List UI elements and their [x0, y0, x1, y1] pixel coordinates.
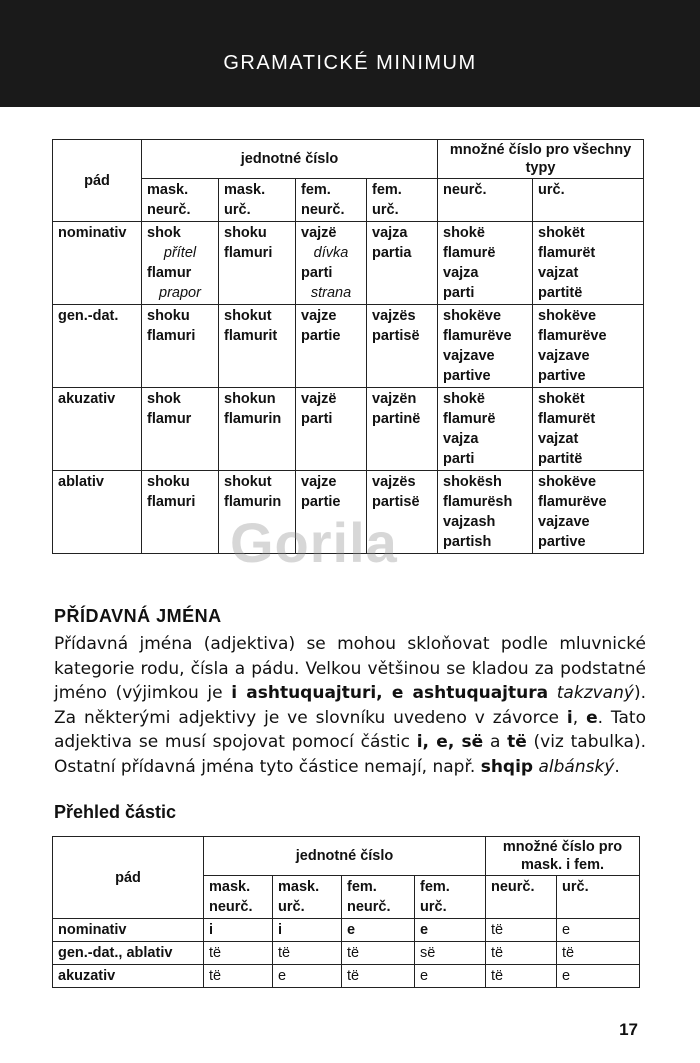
table-cell: shokët flamurët vajzat partitë	[533, 222, 644, 305]
sub-header: fem. urč.	[367, 179, 438, 222]
table-header-row	[53, 140, 644, 179]
section-title: PŘÍDAVNÁ JMÉNA	[54, 606, 222, 626]
table-cell: të	[486, 919, 557, 942]
table-cell: vajzë parti	[296, 388, 367, 471]
col-case: pád	[53, 140, 142, 222]
case-name: akuzativ	[53, 388, 142, 471]
table-cell: të	[342, 965, 415, 988]
table-cell: vajzën partinë	[367, 388, 438, 471]
table-cell: shokut flamurit	[219, 305, 296, 388]
sub-header: mask. urč.	[273, 876, 342, 919]
col-plural: množné číslo pro mask. i fem.	[486, 837, 640, 876]
table-cell: vajzë dívka parti strana	[296, 222, 367, 305]
table-cell: vajzës partisë	[367, 305, 438, 388]
sub-header: neurč.	[438, 179, 533, 222]
table-cell: shokë flamurë vajza parti	[438, 222, 533, 305]
table-cell: shokëve flamurëve vajzave partive	[533, 471, 644, 554]
table-subheader-row	[53, 179, 644, 222]
table-cell: shoku flamuri	[142, 305, 219, 388]
table-row	[53, 919, 640, 942]
table-cell: e	[557, 965, 640, 988]
table-cell: e	[415, 965, 486, 988]
case-name: ablativ	[53, 471, 142, 554]
case-name: gen.-dat., ablativ	[53, 942, 204, 965]
col-plural: množné číslo pro všechny typy	[438, 140, 644, 179]
table-cell: vajze partie	[296, 305, 367, 388]
table-cell: shokun flamurin	[219, 388, 296, 471]
sub-header: fem. urč.	[415, 876, 486, 919]
table-cell: shok přítel flamur prapor	[142, 222, 219, 305]
table-cell: shokësh flamurësh vajzash partish	[438, 471, 533, 554]
case-name: nominativ	[53, 919, 204, 942]
table-cell: e	[342, 919, 415, 942]
table-row	[53, 222, 644, 305]
table-cell: të	[273, 942, 342, 965]
sub-header: urč.	[533, 179, 644, 222]
col-case: pád	[53, 837, 204, 919]
table-cell: e	[557, 919, 640, 942]
table-cell: të	[557, 942, 640, 965]
table-cell: shoku flamuri	[142, 471, 219, 554]
table-cell: shokë flamurë vajza parti	[438, 388, 533, 471]
page-number: 17	[619, 1020, 638, 1039]
table-cell: i	[204, 919, 273, 942]
table-cell: i	[273, 919, 342, 942]
sub-header: fem. neurč.	[296, 179, 367, 222]
table-cell: të	[486, 942, 557, 965]
table-cell: të	[204, 965, 273, 988]
table-cell: shoku flamuri	[219, 222, 296, 305]
sub-header: mask. neurč.	[204, 876, 273, 919]
table-header-row	[53, 837, 640, 876]
table-cell: shokët flamurët vajzat partitë	[533, 388, 644, 471]
page-header	[0, 0, 700, 107]
case-name: akuzativ	[53, 965, 204, 988]
table-cell: të	[486, 965, 557, 988]
sub-header: urč.	[557, 876, 640, 919]
table-cell: shokëve flamurëve vajzave partive	[533, 305, 644, 388]
table-row	[53, 305, 644, 388]
watermark-logo: Gorila	[230, 511, 398, 574]
header-title: GRAMATICKÉ MINIMUM	[223, 52, 477, 74]
sub-header: neurč.	[486, 876, 557, 919]
table-row	[53, 942, 640, 965]
table-cell: e	[273, 965, 342, 988]
sub-header: mask. urč.	[219, 179, 296, 222]
sub-header: mask. neurč.	[142, 179, 219, 222]
table-cell: vajzës partisë	[367, 471, 438, 554]
table-cell: e	[415, 919, 486, 942]
table-cell: shokëve flamurëve vajzave partive	[438, 305, 533, 388]
table-cell: vajza partia	[367, 222, 438, 305]
table-cell: shok flamur	[142, 388, 219, 471]
sub-header: fem. neurč.	[342, 876, 415, 919]
table-cell: së	[415, 942, 486, 965]
table-cell: vajze partie	[296, 471, 367, 554]
table-row	[53, 965, 640, 988]
table-cell: shokut flamurin	[219, 471, 296, 554]
table-cell: të	[204, 942, 273, 965]
section-paragraph: Přídavná jména (adjektiva) se mohou skloňovat podle mluvnické kategorie rodu, čísla a pádu. Velkou většinou se kladou za podstatné jméno (výjimkou je i ashtuquajturi, e ashtuquajtura takzvaný). Za některými adjektivy je ve slovníku uvedeno v závorce i, e. Tato adjektiva se musí spojovat pomocí částic i, e, së a të (viz tabulka). Ostatní přídavná jména tyto částice nemají, např. shqip albánský.	[54, 634, 646, 777]
col-singular: jednotné číslo	[204, 837, 486, 876]
particles-table	[52, 836, 640, 988]
subsection-title: Přehled částic	[54, 802, 177, 822]
case-name: nominativ	[53, 222, 142, 305]
noun-declension-table	[52, 139, 644, 554]
case-name: gen.-dat.	[53, 305, 142, 388]
table-row	[53, 471, 644, 554]
col-singular: jednotné číslo	[142, 140, 438, 179]
table-row	[53, 388, 644, 471]
table-cell: të	[342, 942, 415, 965]
